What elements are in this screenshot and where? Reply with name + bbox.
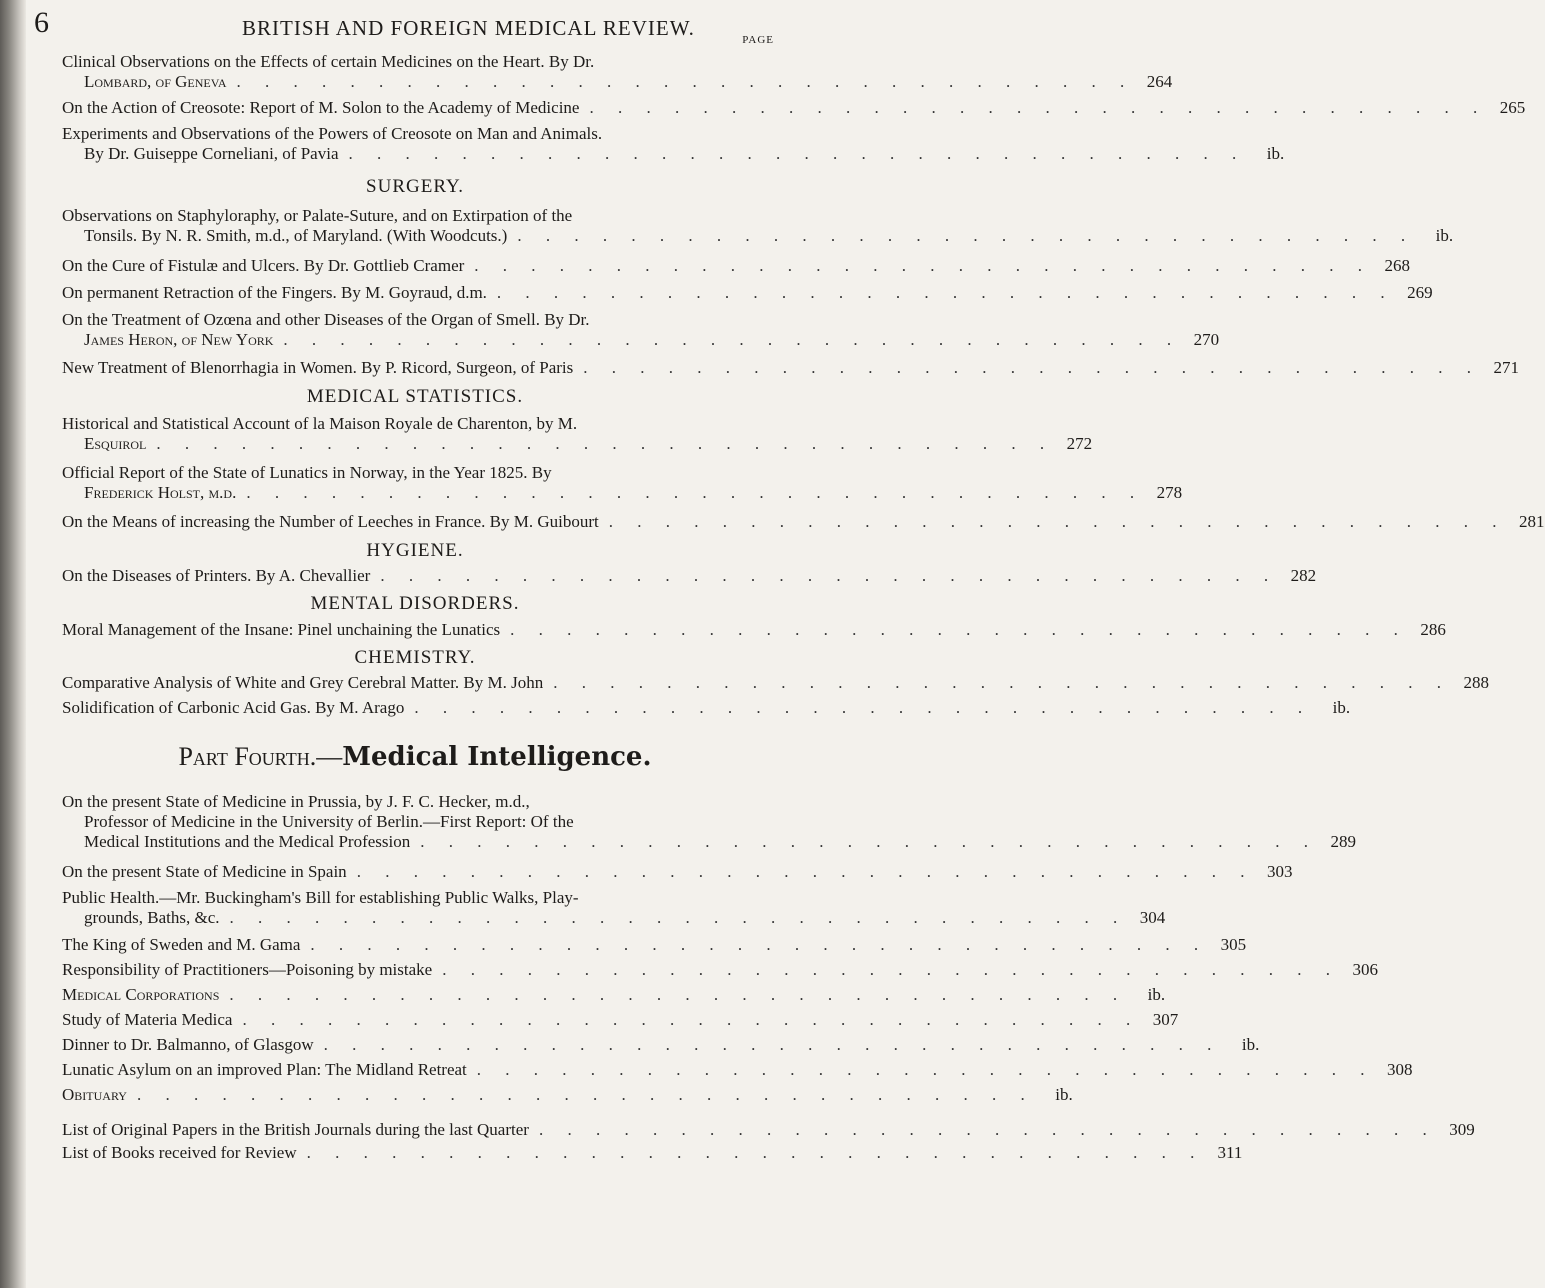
section-heading-mental-disorders: MENTAL DISORDERS.: [310, 593, 520, 614]
entry-text: Moral Management of the Insane: Pinel unchaining the Lunatics: [62, 620, 501, 639]
toc-entry: [62, 566, 1317, 586]
entry-text: Tonsils. By N. R. Smith, m.d., of Maryland. (With Woodcuts.): [84, 226, 508, 245]
toc-entry: [62, 358, 1520, 378]
entry-text: Comparative Analysis of White and Grey Cerebral Matter. By M. John: [62, 673, 544, 692]
entry-line: [62, 256, 1411, 276]
entry-line: [62, 888, 768, 908]
toc-entry: [62, 256, 1411, 276]
toc-entry: [62, 124, 1285, 164]
page-number: 6: [34, 6, 49, 39]
dot-leader: . . . . . . . . . . . . . . . . . . . . . . . . . . . . . . . .: [380, 566, 1279, 585]
entry-text: On the Diseases of Printers. By A. Chevallier: [62, 566, 371, 585]
contents-page: [34, 0, 1545, 1288]
entry-line: [62, 1035, 1260, 1055]
toc-entry: [62, 512, 1545, 532]
dot-leader: . . . . . . . . . . . . . . . . . . . . . . . . . . . . . . . .: [356, 862, 1255, 881]
toc-entry: [62, 414, 1093, 454]
running-title: BRITISH AND FOREIGN MEDICAL REVIEW.: [242, 16, 695, 40]
page-header: [34, 6, 784, 46]
dot-leader: . . . . . . . . . . . . . . . . . . . . . . . . . . . . . . . .: [414, 698, 1313, 717]
page-ref: 303: [1266, 862, 1293, 881]
entry-text: On the Treatment of Ozœna and other Diseases of the Organ of Smell. By Dr.: [62, 310, 590, 329]
dot-leader: . . . . . . . . . . . . . . . . . . . . . . . . . . . . . . . .: [474, 256, 1373, 275]
entry-text: On the present State of Medicine in Spain: [62, 862, 347, 881]
entry-line: [62, 1143, 1243, 1163]
entry-text: Responsibility of Practitioners—Poisoning by mistake: [62, 960, 433, 979]
page-ref: 264: [1146, 72, 1173, 91]
page-ref: 288: [1463, 673, 1490, 692]
page-ref: 281: [1519, 512, 1545, 531]
entry-line: [62, 1060, 1413, 1080]
page-ref: 307: [1152, 1010, 1179, 1029]
dot-leader: . . . . . . . . . . . . . . . . . . . . . . . . . . . . . . . .: [553, 673, 1452, 692]
page-ref: 311: [1217, 1143, 1243, 1162]
section-heading-hygiene: HYGIENE.: [366, 540, 464, 561]
part-fourth-heading: [62, 742, 768, 772]
dot-leader: . . . . . . . . . . . . . . . . . . . . . . . . . . . . . . . .: [229, 908, 1128, 927]
toc-entry: [62, 620, 1446, 640]
entry-line: [62, 72, 1173, 92]
entry-text: New Treatment of Blenorrhagia in Women. By P. Ricord, Surgeon, of Paris: [62, 358, 574, 377]
entry-line: [62, 283, 1433, 303]
page-ref: ib.: [1241, 1035, 1260, 1054]
part-fourth-prefix: Part Fourth.—: [178, 742, 343, 771]
entry-text: Solidification of Carbonic Acid Gas. By M. Arago: [62, 698, 405, 717]
entry-line: [62, 862, 1293, 882]
page-ref: 269: [1407, 283, 1433, 302]
dot-leader: . . . . . . . . . . . . . . . . . . . . . . . . . . . . . . . .: [323, 1035, 1222, 1054]
page-ref: 308: [1387, 1060, 1413, 1079]
entry-text: James Heron, of New York: [84, 330, 274, 349]
toc-entry: [62, 985, 1166, 1005]
entry-line: [62, 1120, 1475, 1140]
page-ref: 272: [1066, 434, 1093, 453]
dot-leader: . . . . . . . . . . . . . . . . . . . . . . . . . . . . . . . .: [229, 985, 1128, 1004]
entry-line: [62, 960, 1378, 980]
toc-entry: [62, 935, 1247, 955]
page-ref: ib.: [1435, 226, 1454, 245]
dot-leader: . . . . . . . . . . . . . . . . . . . . . . . . . . . . . . . .: [348, 144, 1247, 163]
page-ref: 304: [1139, 908, 1166, 927]
page-ref: 282: [1290, 566, 1317, 585]
toc-entry: [62, 52, 1173, 92]
entry-text: On the present State of Medicine in Prussia, by J. F. C. Hecker, m.d.,: [62, 792, 530, 811]
entry-text: Public Health.—Mr. Buckingham's Bill for establishing Public Walks, Play-: [62, 888, 579, 907]
entry-line: [62, 358, 1520, 378]
toc-entry: [62, 698, 1351, 718]
page-ref: ib.: [1147, 985, 1166, 1004]
dot-leader: . . . . . . . . . . . . . . . . . . . . . . . . . . . . . . . .: [283, 330, 1182, 349]
entry-line: [62, 698, 1351, 718]
page-ref: 268: [1384, 256, 1411, 275]
page-ref: 306: [1352, 960, 1378, 979]
entry-line: [62, 98, 1526, 118]
toc-entry: [62, 463, 1183, 503]
entry-text: Professor of Medicine in the University of Berlin.—First Report: Of the: [84, 812, 574, 831]
entry-text: Official Report of the State of Lunatics in Norway, in the Year 1825. By: [62, 463, 552, 482]
entry-line: [62, 144, 1285, 164]
entry-text: Lombard, of Geneva: [84, 72, 227, 91]
entry-text: Esquirol: [84, 434, 147, 453]
entry-text: On the Cure of Fistulæ and Ulcers. By Dr. Gottlieb Cramer: [62, 256, 465, 275]
part-fourth-title: Medical Intelligence.: [342, 742, 652, 772]
page-ref: 265: [1499, 98, 1526, 117]
entry-text: Medical Institutions and the Medical Profession: [84, 832, 411, 851]
dot-leader: . . . . . . . . . . . . . . . . . . . . . . . . . . . . . . . .: [136, 1085, 1035, 1104]
dot-leader: . . . . . . . . . . . . . . . . . . . . . . . . . . . . . . . .: [496, 283, 1395, 302]
toc-entry: [62, 862, 1293, 882]
toc-entry: [62, 1060, 1413, 1080]
dot-leader: . . . . . . . . . . . . . . . . . . . . . . . . . . . . . . . .: [608, 512, 1507, 531]
entry-line: [62, 226, 1454, 246]
entry-text: Dinner to Dr. Balmanno, of Glasgow: [62, 1035, 314, 1054]
dot-leader: . . . . . . . . . . . . . . . . . . . . . . . . . . . . . . . .: [583, 358, 1482, 377]
entry-text: By Dr. Guiseppe Corneliani, of Pavia: [84, 144, 339, 163]
dot-leader: . . . . . . . . . . . . . . . . . . . . . . . . . . . . . . . .: [310, 935, 1209, 954]
entry-text: Clinical Observations on the Effects of certain Medicines on the Heart. By Dr.: [62, 52, 595, 71]
dot-leader: . . . . . . . . . . . . . . . . . . . . . . . . . . . . . . . .: [517, 226, 1416, 245]
entry-text: On the Means of increasing the Number of Leeches in France. By M. Guibourt: [62, 512, 599, 531]
entry-line: [62, 463, 768, 483]
toc-entry: [62, 1120, 1475, 1140]
entry-text: Observations on Staphyloraphy, or Palate-Suture, and on Extirpation of the: [62, 206, 573, 225]
entry-text: List of Original Papers in the British Journals during the last Quarter: [62, 1120, 529, 1139]
entry-text: The King of Sweden and M. Gama: [62, 935, 301, 954]
book-spine-shadow: [0, 0, 26, 1288]
entry-text: On permanent Retraction of the Fingers. By M. Goyraud, d.m.: [62, 283, 487, 302]
toc-entry: [62, 792, 1356, 852]
entry-line: [62, 124, 768, 144]
entry-line: [62, 908, 1166, 928]
entry-line: [62, 1085, 1073, 1105]
entry-line: [62, 206, 768, 226]
entry-text: Medical Corporations: [62, 985, 220, 1004]
entry-text: On the Action of Creosote: Report of M. Solon to the Academy of Medicine: [62, 98, 580, 117]
entry-line: [62, 483, 1183, 503]
section-heading-chemistry: CHEMISTRY.: [354, 647, 476, 668]
page-ref: 278: [1156, 483, 1183, 502]
page-ref: 305: [1220, 935, 1247, 954]
dot-leader: . . . . . . . . . . . . . . . . . . . . . . . . . . . . . . . .: [246, 483, 1145, 502]
dot-leader: . . . . . . . . . . . . . . . . . . . . . . . . . . . . . . . .: [589, 98, 1488, 117]
toc-entry: [62, 673, 1490, 693]
dot-leader: . . . . . . . . . . . . . . . . . . . . . . . . . . . . . . . .: [538, 1120, 1437, 1139]
entry-line: [62, 566, 1317, 586]
entry-line: [62, 935, 1247, 955]
toc-entry: [62, 960, 1378, 980]
entry-line: [62, 434, 1093, 454]
toc-entry: [62, 206, 1454, 246]
entry-line: [62, 812, 768, 832]
dot-leader: . . . . . . . . . . . . . . . . . . . . . . . . . . . . . . . .: [156, 434, 1055, 453]
page-ref: ib.: [1055, 1085, 1073, 1104]
entry-line: [62, 330, 1220, 350]
dot-leader: . . . . . . . . . . . . . . . . . . . . . . . . . . . . . . . .: [510, 620, 1408, 639]
entry-line: [62, 310, 768, 330]
dot-leader: . . . . . . . . . . . . . . . . . . . . . . . . . . . . . . . .: [476, 1060, 1375, 1079]
toc-entry: [62, 1035, 1260, 1055]
entry-text: Lunatic Asylum on an improved Plan: The Midland Retreat: [62, 1060, 467, 1079]
dot-leader: . . . . . . . . . . . . . . . . . . . . . . . . . . . . . . . .: [242, 1010, 1141, 1029]
toc-entry: [62, 1143, 1243, 1163]
entry-line: [62, 620, 1446, 640]
page-ref: 271: [1493, 358, 1520, 377]
entry-line: [62, 1010, 1179, 1030]
dot-leader: . . . . . . . . . . . . . . . . . . . . . . . . . . . . . . . .: [306, 1143, 1205, 1162]
entry-line: [62, 985, 1166, 1005]
entry-text: List of Books received for Review: [62, 1143, 297, 1162]
entry-line: [62, 673, 1490, 693]
entry-text: Study of Materia Medica: [62, 1010, 233, 1029]
page-ref: ib.: [1332, 698, 1351, 717]
entry-line: [62, 832, 1356, 852]
toc-entry: [62, 1085, 1073, 1105]
entry-text: Experiments and Observations of the Powers of Creosote on Man and Animals.: [62, 124, 603, 143]
toc-entry: [62, 1010, 1179, 1030]
toc-entry: [62, 310, 1220, 350]
dot-leader: . . . . . . . . . . . . . . . . . . . . . . . . . . . . . . . .: [420, 832, 1318, 851]
page-ref: 289: [1330, 832, 1356, 851]
page-ref: ib.: [1266, 144, 1285, 163]
page-column-label: PAGE: [742, 34, 774, 46]
entry-text: Obituary: [62, 1085, 127, 1104]
toc-entry: [62, 98, 1526, 118]
toc-entry: [62, 888, 1166, 928]
entry-line: [62, 792, 768, 812]
entry-text: Frederick Holst, m.d.: [84, 483, 237, 502]
dot-leader: . . . . . . . . . . . . . . . . . . . . . . . . . . . . . . . .: [236, 72, 1135, 91]
dot-leader: . . . . . . . . . . . . . . . . . . . . . . . . . . . . . . . .: [442, 960, 1340, 979]
entry-line: [62, 52, 768, 72]
entry-text: grounds, Baths, &c.: [84, 908, 220, 927]
section-heading-medical-statistics: MEDICAL STATISTICS.: [306, 386, 524, 407]
page-ref: 270: [1193, 330, 1220, 349]
page-ref: 286: [1420, 620, 1446, 639]
entry-line: [62, 414, 768, 434]
page-ref: 309: [1449, 1120, 1475, 1139]
toc-entry: [62, 283, 1433, 303]
entry-text: Historical and Statistical Account of la Maison Royale de Charenton, by M.: [62, 414, 578, 433]
entry-line: [62, 512, 1545, 532]
section-heading-surgery: SURGERY.: [366, 176, 464, 197]
